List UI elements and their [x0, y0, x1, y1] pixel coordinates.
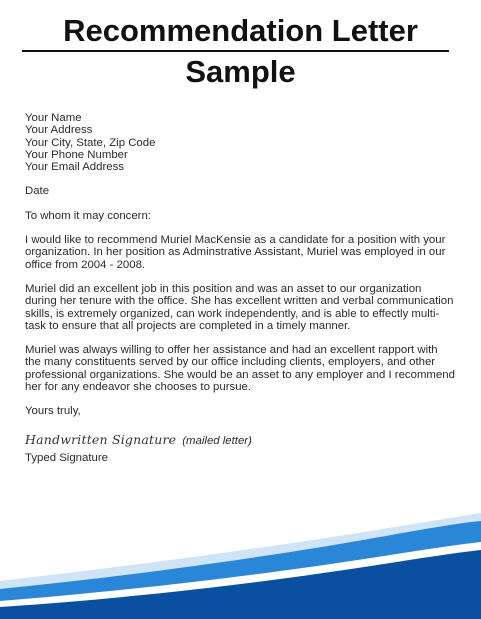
sender-city: Your City, State, Zip Code	[25, 136, 156, 149]
signature-note: (mailed letter)	[182, 434, 252, 447]
page-title-line-1: Recommendation Letter	[63, 13, 418, 48]
salutation: To whom it may concern:	[25, 209, 151, 222]
closing: Yours truly,	[25, 405, 81, 418]
signature-row	[25, 431, 455, 452]
typed-signature: Typed Signature	[25, 451, 108, 464]
sender-phone: Your Phone Number	[25, 148, 128, 161]
letter-body	[25, 112, 455, 464]
letter-date: Date	[25, 185, 50, 198]
title-underline	[22, 50, 449, 52]
sender-address-block	[25, 112, 455, 173]
page-title-line-2: Sample	[185, 54, 296, 89]
paragraph-2: Muriel did an excellent job in this position and was an asset to our organization during her tenure with the office. She has excellent written and verbal communication skills, is extremely organized, can work independently, and is able to effectly multi-task to ensure that all projects are completed in a timely manner.	[25, 282, 454, 332]
sender-address: Your Address	[25, 124, 93, 137]
paragraph-3: Muriel was always willing to offer her assistance and had an excellent rapport with the many constituents served by our office including clients, employers, and other professional organizations. She would be an asset to any employer and I recommend her for any endeavor she chooses to pursue.	[25, 344, 455, 394]
decorative-wave	[0, 509, 481, 619]
sender-name: Your Name	[25, 112, 82, 124]
paragraph-1: I would like to recommend Muriel MacKensie as a candidate for a position with your organization. In her position as Adminstrative Assistant, Muriel was employed in our office from 2004 - 2008.	[25, 234, 446, 271]
sender-email: Your Email Address	[25, 161, 124, 174]
handwritten-signature: Handwritten Signature	[25, 431, 177, 447]
